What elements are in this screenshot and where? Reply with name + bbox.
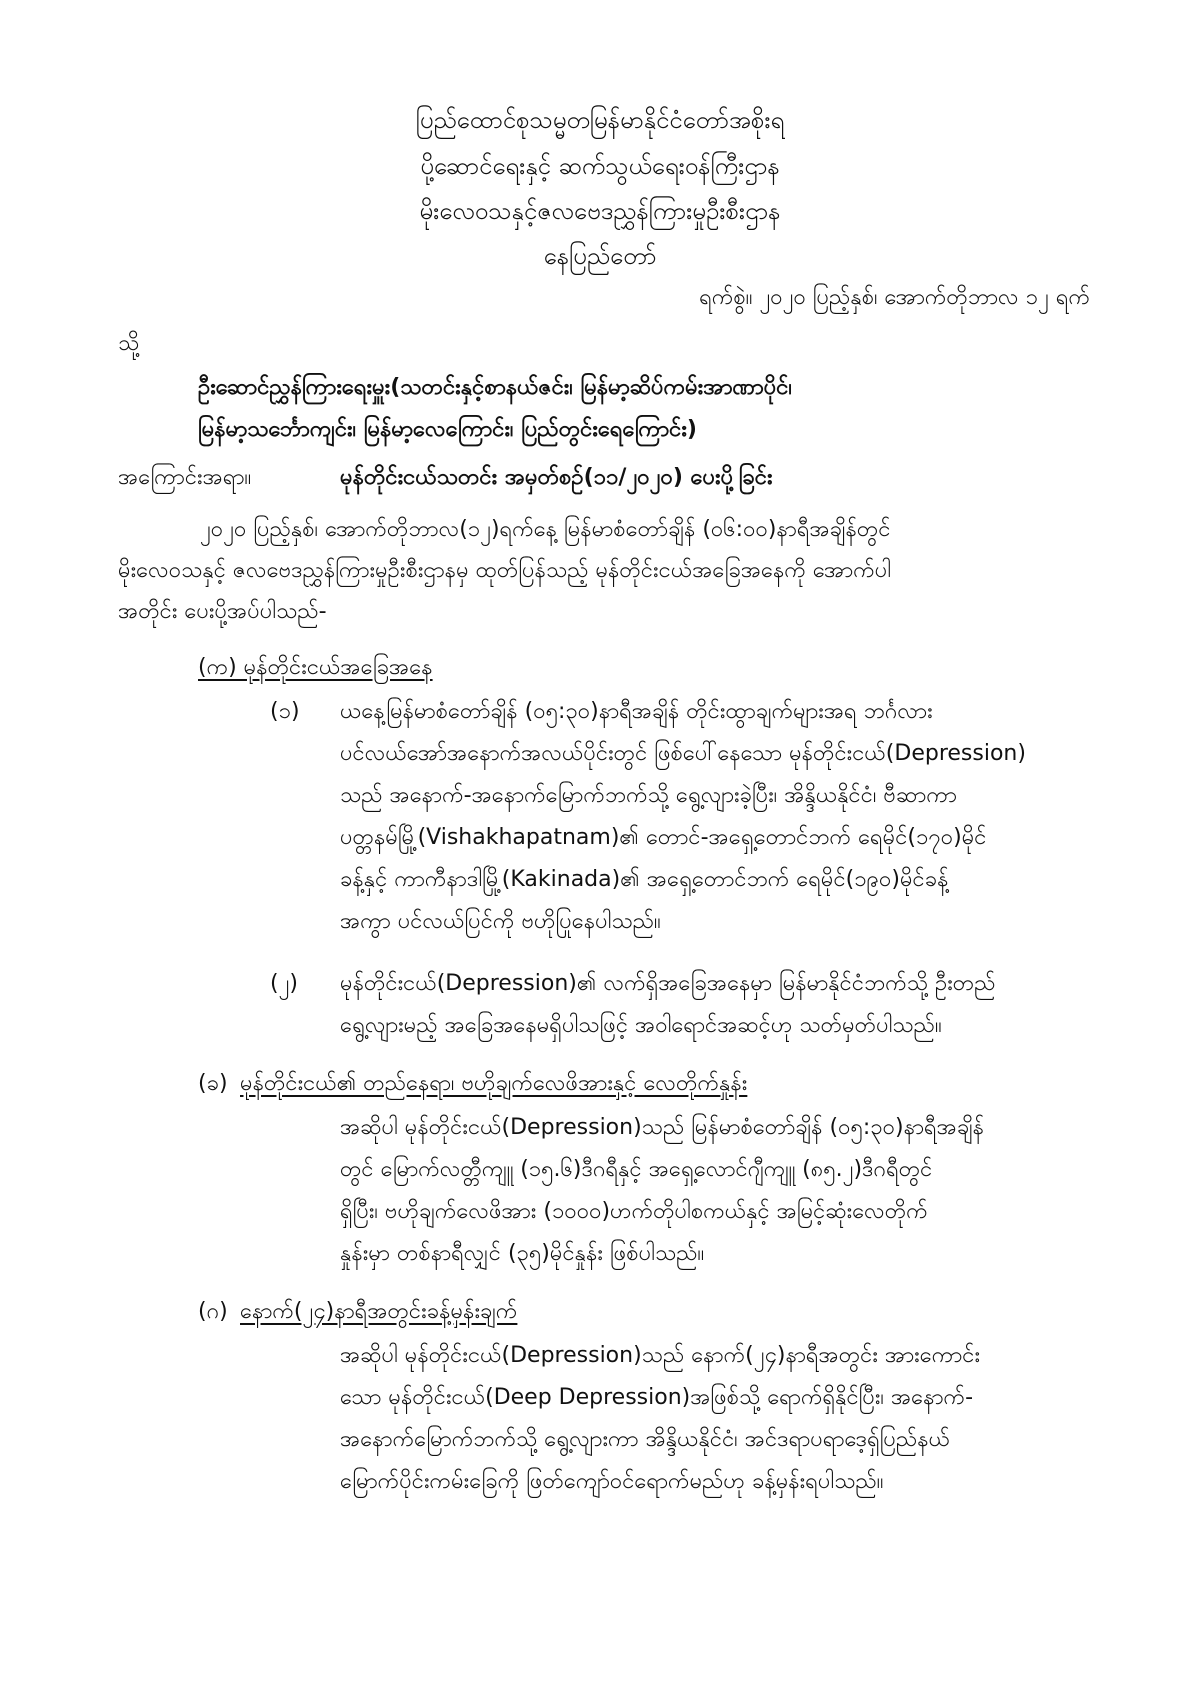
intro-line-3: အတိုင်း ပေးပို့အပ်ပါသည်- — [118, 599, 327, 624]
section-kha-line-3: ရှိပြီး၊ ဗဟိုချက်လေဖိအား (၁၀၀၀)ဟက်တိုပါစကယ်နှင့် အမြင့်ဆုံးလေတိုက် — [340, 1199, 928, 1224]
section-ga-line-2: သော မုန်တိုင်းငယ်(Deep Depression)အဖြစ်သို့ ရောက်ရှိနိုင်ပြီး၊ အနောက်- — [340, 1385, 974, 1410]
section-ga-line-4: မြောက်ပိုင်းကမ်းခြေကို ဖြတ်ကျော်ဝင်ရောက်မည်ဟု ခန့်မှန်းရပါသည်။ — [340, 1469, 884, 1494]
item-1-line-1: ယနေ့မြန်မာစံတော်ချိန် (၀၅:၃၀)နာရီအချိန် တိုင်းထွာချက်များအရ ဘင်္ဂလား — [340, 699, 933, 724]
intro-line-1: ၂၀၂၀ ပြည့်နှစ်၊ အောက်တိုဘာလ(၁၂)ရက်နေ့ မြန်မာစံတော်ချိန် (၀၆:၀၀)နာရီအချိန်တွင် — [200, 517, 891, 542]
item-1-line-6: အကွာ ပင်လယ်ပြင်ကို ဗဟိုပြုနေပါသည်။ — [340, 909, 661, 934]
section-kha-line-4: နှုန်းမှာ တစ်နာရီလျှင် (၃၅)မိုင်နှုန်း ဖြစ်ပါသည်။ — [340, 1241, 705, 1266]
section-kha-line-1: အဆိုပါ မုန်တိုင်းငယ်(Depression)သည် မြန်မာစံတော်ချိန် (၀၅:၃၀)နာရီအချိန် — [340, 1115, 985, 1140]
item-2-line-1: မုန်တိုင်းငယ်(Depression)၏ လက်ရှိအခြေအနေမှာ မြန်မာနိုင်ငံဘက်သို့ ဦးတည် — [340, 971, 996, 996]
header-city: နေပြည်တော် — [543, 242, 657, 270]
document-date: ရက်စွဲ။ ၂၀၂၀ ပြည့်နှစ်၊ အောက်တိုဘာလ ၁၂ ရက် — [699, 285, 1090, 310]
item-1-line-5: ခန့်နှင့် ကာကီနာဒါမြို့(Kakinada)၏ အရှေ့တောင်ဘက် ရေမိုင်(၁၉၀)မိုင်ခန့် — [340, 867, 949, 892]
item-1-line-2: ပင်လယ်အော်အနောက်အလယ်ပိုင်းတွင် ဖြစ်ပေါ်နေသော မုန်တိုင်းငယ်(Depression) — [340, 741, 1026, 766]
section-ka-heading: (က) မုန်တိုင်းငယ်အခြေအနေ — [198, 655, 433, 680]
section-ga-number: (ဂ) — [198, 1299, 228, 1324]
header-government: ပြည်ထောင်စုသမ္မတမြန်မာနိုင်ငံတော်အစိုးရ — [415, 106, 785, 134]
subject-text: မုန်တိုင်းငယ်သတင်း အမှတ်စဉ်(၁၁/၂၀၂၀) ပေးပို့ခြင်း — [340, 465, 773, 490]
section-kha-heading: မုန်တိုင်းငယ်၏ တည်နေရာ၊ ဗဟိုချက်လေဖိအားနှင့် လေတိုက်နှုန်း — [240, 1071, 748, 1096]
recipient-line-1: ဦးဆောင်ညွှန်ကြားရေးမှူး(သတင်းနှင့်စာနယ်ဇင်း၊ မြန်မာ့ဆိပ်ကမ်းအာဏာပိုင်၊ — [198, 375, 792, 400]
to-label: သို့ — [118, 331, 140, 356]
subject-label: အကြောင်းအရာ။ — [118, 465, 252, 490]
recipient-line-2: မြန်မာ့သင်္ဘောကျင်း၊ မြန်မာ့လေကြောင်း၊ ပြည်တွင်းရေကြောင်း) — [198, 417, 697, 442]
section-kha-number: (ခ) — [198, 1071, 228, 1096]
item-2-number: (၂) — [270, 971, 298, 996]
header-ministry: ပို့ဆောင်ရေးနှင့် ဆက်သွယ်ရေးဝန်ကြီးဌာန — [420, 152, 780, 180]
item-1-line-3: သည် အနောက်-အနောက်မြောက်ဘက်သို့ ရွေ့လျားခဲ့ပြီး၊ အိန္ဒိယနိုင်ငံ၊ ဗီဆာကာ — [340, 783, 957, 808]
section-ga-line-1: အဆိုပါ မုန်တိုင်းငယ်(Depression)သည် နောက်(၂၄)နာရီအတွင်း အားကောင်း — [340, 1343, 981, 1368]
section-ga-line-3: အနောက်မြောက်ဘက်သို့ ရွေ့လျားကာ အိန္ဒိယနိုင်ငံ၊ အင်ဒရာပရာဒေ့ရှ်ပြည်နယ် — [340, 1427, 950, 1452]
header-department: မိုးလေဝသနှင့်ဇလဗေဒညွှန်ကြားမှုဦးစီးဌာန — [419, 197, 781, 225]
section-kha-line-2: တွင် မြောက်လတ္တီကျူ (၁၅.၆)ဒီဂရီနှင့် အရှေ့လောင်ဂျီကျူ (၈၅.၂)ဒီဂရီတွင် — [340, 1157, 933, 1182]
section-ga-heading: နောက်(၂၄)နာရီအတွင်းခန့်မှန်းချက် — [240, 1299, 518, 1324]
item-2-line-2: ရွေ့လျားမည့် အခြေအနေမရှိပါသဖြင့် အဝါရောင်အဆင့်ဟု သတ်မှတ်ပါသည်။ — [340, 1013, 942, 1038]
intro-line-2: မိုးလေဝသနှင့် ဇလဗေဒညွှန်ကြားမှုဦးစီးဌာနမှ ထုတ်ပြန်သည့် မုန်တိုင်းငယ်အခြေအနေကို အောက်ပါ — [118, 558, 892, 583]
item-1-number: (၁) — [270, 699, 300, 724]
item-1-line-4: ပတ္တနမ်မြို့(Vishakhapatnam)၏ တောင်-အရှေ့တောင်ဘက် ရေမိုင်(၁၇၀)မိုင် — [340, 825, 987, 850]
